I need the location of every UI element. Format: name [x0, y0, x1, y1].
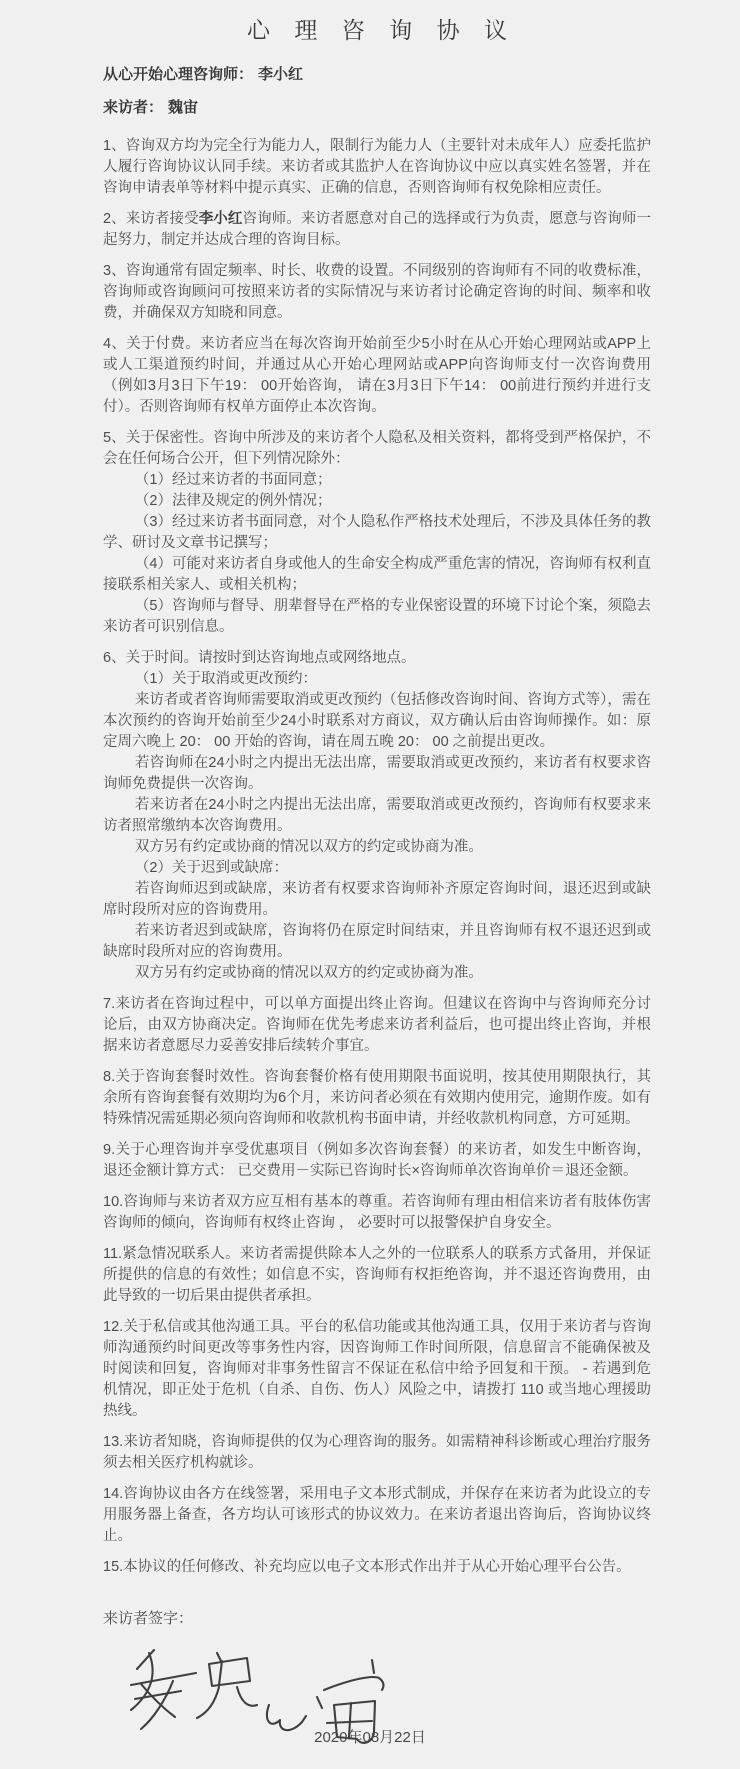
clause-text: 7.来访者在咨询过程中，可以单方面提出终止咨询。但建议在咨询中与咨询师充分讨论后，由双方协商决定。咨询师在优先考虑来访者利益后，也可提出终止咨询，并根据来访者意愿尽力妥善安排后续转介事宜。: [103, 996, 651, 1054]
clause-paragraph: [103, 596, 651, 638]
page-title: 心 理 咨 询 协 议: [247, 17, 516, 43]
clause-text: （5）咨询师与督导、朋辈督导在严格的专业保密设置的环境下讨论个案，须隐去来访者可识别信息。: [103, 598, 651, 635]
clause-paragraph: [103, 1244, 651, 1307]
client-label: 来访者：: [103, 99, 164, 116]
clause-paragraph: [103, 428, 651, 470]
clause-5: [103, 428, 651, 638]
clause-paragraph: [103, 648, 651, 669]
clause-text: 5、关于保密性。咨询中所涉及的来访者个人隐私及相关资料，都将受到严格保护，不会在任何场合公开，但下列情况除外：: [103, 430, 651, 467]
clause-paragraph: [103, 1432, 651, 1474]
clause-8: [103, 1067, 651, 1130]
clause-text: 双方另有约定或协商的情况以双方的约定或协商为准。: [134, 839, 483, 855]
clause-text: 1、咨询双方均为完全行为能力人，限制行为能力人（主要针对未成年人）应委托监护人履行咨询协议认同手续。来访者或其监护人在咨询协议中应以真实姓名签署，并在咨询申请表单等材料中提示真实、正确的信息，否则咨询师有权免除相应责任。: [103, 138, 651, 196]
client-line: [103, 98, 651, 118]
clause-3: [103, 261, 651, 324]
clause-text: （1）经过来访者的书面同意；: [134, 472, 332, 488]
clause-paragraph: [103, 921, 651, 963]
clause-paragraph: [103, 136, 651, 199]
clause-paragraph: [103, 669, 651, 690]
clause-text: 11.紧急情况联系人。来访者需提供除本人之外的一位联系人的联系方式备用，并保证所提供的信息的有效性；如信息不实，咨询师有权拒绝咨询，并不退还咨询费用，由此导致的一切后果由提供者承担。: [103, 1246, 651, 1304]
clause-10: [103, 1192, 651, 1234]
clause-text: 若咨询师在24小时之内提出无法出席，需要取消或更改预约，来访者有权要求咨询师免费提供一次咨询。: [103, 755, 651, 792]
clause-text: 2、来访者接受: [103, 211, 199, 227]
clause-paragraph: [103, 209, 651, 251]
clause-11: [103, 1244, 651, 1307]
clause-paragraph: [103, 1140, 651, 1182]
clause-4: [103, 334, 651, 418]
clause-text: 来访者或者咨询师需要取消或更改预约（包括修改咨询时间、咨询方式等），需在本次预约的咨询开始前至少24小时联系对方商议，双方确认后由咨询师操作。如：原定周六晚上 20： 00 开始的咨询，请在周五晚 20： 00 之前提出更改。: [103, 692, 651, 750]
clause-paragraph: [103, 879, 651, 921]
clause-text: 4、关于付费。来访者应当在每次咨询开始前至少5小时在从心开始心理网站或APP上或人工渠道预约时间，并通过从心开始心理网站或APP向咨询师支付一次咨询费用（例如3月3日下午19： 00开始咨询， 请在3月3日下午14： 00前进行预约并进行支付）。否则咨询师有权单方面停止本次咨询。: [103, 336, 651, 415]
clause-13: [103, 1432, 651, 1474]
clause-paragraph: [103, 753, 651, 795]
clause-text: 双方另有约定或协商的情况以双方的约定或协商为准。: [134, 965, 483, 981]
clause-text: 咨询师。来访者愿意对自己的选择或行为负责，愿意与咨询师一起努力，制定并达成合理的咨询目标。: [103, 211, 651, 248]
clause-paragraph: [103, 795, 651, 837]
clause-text: 若咨询师迟到或缺席，来访者有权要求咨询师补齐原定咨询时间，退还迟到或缺席时段所对应的咨询费用。: [103, 881, 651, 918]
clause-2: [103, 209, 651, 251]
clause-paragraph: [103, 261, 651, 324]
clause-paragraph: [103, 1484, 651, 1547]
clause-text: （3）经过来访者书面同意，对个人隐私作严格技术处理后，不涉及具体任务的教学、研讨及文章书记撰写；: [103, 514, 651, 551]
counselor-label: 从心开始心理咨询师：: [103, 66, 254, 83]
clause-text: 15.本协议的任何修改、补充均应以电子文本形式作出并于从心开始心理平台公告。: [103, 1559, 631, 1575]
clause-text: 6、关于时间。请按时到达咨询地点或网络地点。: [103, 650, 416, 666]
clause-paragraph: [103, 1317, 651, 1422]
highlighted-name: 李小红: [198, 211, 243, 227]
document-date: 2020年08月22日: [314, 1729, 426, 1746]
clause-9: [103, 1140, 651, 1182]
clause-text: 若来访者在24小时之内提出无法出席，需要取消或更改预约，咨询师有权要求来访者照常缴纳本次咨询费用。: [103, 797, 651, 834]
clauses: [103, 136, 651, 1578]
clause-text: （2）关于迟到或缺席：: [134, 860, 288, 876]
clause-paragraph: [103, 1067, 651, 1130]
clause-text: 若来访者迟到或缺席，咨询将仍在原定时间结束，并且咨询师有权不退还迟到或缺席时段所对应的咨询费用。: [103, 923, 651, 960]
client-name: 魏宙: [168, 99, 199, 116]
clause-paragraph: [103, 837, 651, 858]
clause-1: [103, 136, 651, 199]
clause-paragraph: [103, 994, 651, 1057]
signature-label: 来访者签字：: [103, 1610, 194, 1627]
clause-paragraph: [103, 554, 651, 596]
clause-paragraph: [103, 491, 651, 512]
clause-text: 10.咨询师与来访者双方应互相有基本的尊重。若咨询师有理由相信来访者有肢体伤害咨询师的倾向，咨询师有权终止咨询 ， 必要时可以报警保护自身安全。: [103, 1194, 651, 1231]
clause-6: [103, 648, 651, 984]
clause-text: 9.关于心理咨询并享受优惠项目（例如多次咨询套餐）的来访者，如发生中断咨询，退还金额计算方式： 已交费用－实际已咨询时长×咨询师单次咨询单价＝退还金额。: [103, 1142, 651, 1179]
clause-paragraph: [103, 858, 651, 879]
clause-paragraph: [103, 690, 651, 753]
clause-paragraph: [103, 512, 651, 554]
clause-15: [103, 1557, 651, 1578]
clause-text: （4）可能对来访者自身或他人的生命安全构成严重危害的情况，咨询师有权利直接联系相关家人、或相关机构；: [103, 556, 651, 593]
clause-paragraph: [103, 1557, 651, 1578]
clause-text: 8.关于咨询套餐时效性。咨询套餐价格有使用期限书面说明，按其使用期限执行，其余所有咨询套餐有效期均为6个月，来访问者必须在有效期内使用完，逾期作废。如有特殊情况需延期必须向咨询师和收款机构书面申请，并经收款机构同意，方可延期。: [103, 1069, 651, 1127]
clause-paragraph: [103, 334, 651, 418]
clause-text: 13.来访者知晓，咨询师提供的仅为心理咨询的服务。如需精神科诊断或心理治疗服务须去相关医疗机构就诊。: [103, 1434, 651, 1471]
counselor-line: [103, 65, 651, 85]
clause-text: （2）法律及规定的例外情况；: [134, 493, 332, 509]
clause-text: 3、咨询通常有固定频率、时长、收费的设置。不同级别的咨询师有不同的收费标准，咨询师或咨询顾问可按照来访者的实际情况与来访者讨论确定咨询的时间、频率和收费，并确保双方知晓和同意。: [103, 263, 651, 321]
clause-12: [103, 1317, 651, 1422]
clause-paragraph: [103, 1192, 651, 1234]
clause-text: 12.关于私信或其他沟通工具。平台的私信功能或其他沟通工具，仅用于来访者与咨询师沟通预约时间更改等事务性内容，因咨询师工作时间所限，信息留言不能确保被及时阅读和回复，咨询师对非事务性留言不保证在私信中给予回复和干预。 - 若遇到危机情况，即正处于危机（自杀、自伤、伤人）风险之中，请拨打 110 或当地心理援助热线。: [103, 1319, 651, 1419]
clause-text: （1）关于取消或更改预约：: [134, 671, 317, 687]
clause-14: [103, 1484, 651, 1547]
clause-7: [103, 994, 651, 1057]
clause-text: 14.咨询协议由各方在线签署，采用电子文本形式制成，并保存在来访者为此设立的专用服务器上备查，各方均认可该形式的协议效力。在来访者退出咨询后，咨询协议终止。: [103, 1486, 651, 1544]
counselor-name: 李小红: [258, 66, 304, 83]
clause-paragraph: [103, 470, 651, 491]
clause-paragraph: [103, 963, 651, 984]
